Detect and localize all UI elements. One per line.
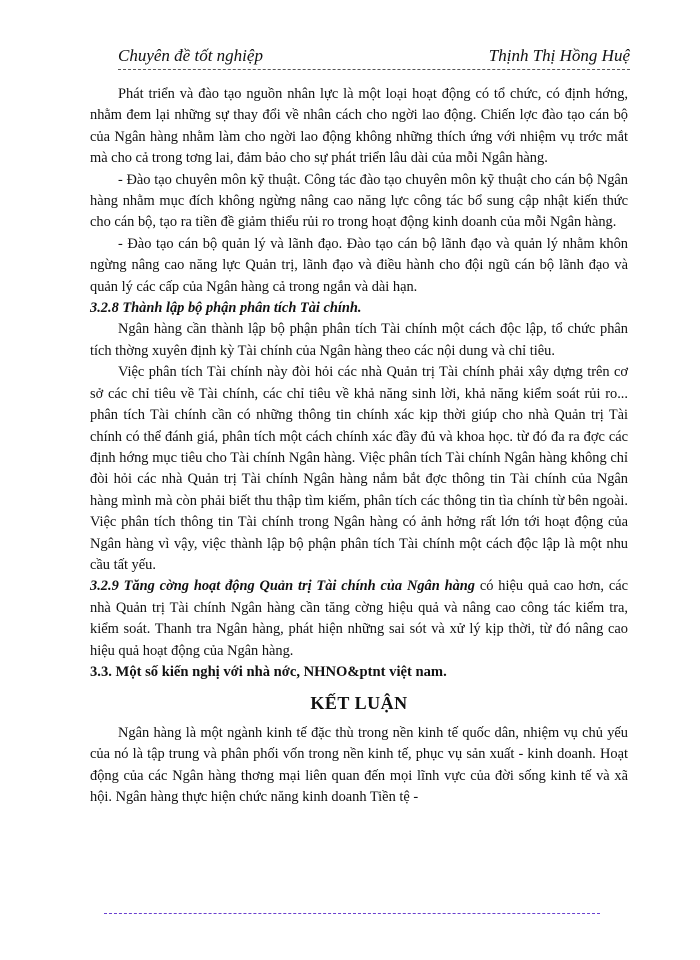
- paragraph-technical-training: - Đào tạo chuyên môn kỹ thuật. Công tác đào tạo chuyên môn kỹ thuật cho cán bộ Ngân hàng nhằm mục đích không ngừng nâng cao năng lực công tác bổ sung cập nhật kiến thức cho cán bộ, tạo ra tiền đề giảm thiểu rủi ro trong hoạt động kinh doanh của mỗi Ngân hàng.: [90, 171, 628, 231]
- page-header: [118, 46, 630, 68]
- paragraph-financial-analysis-unit: Ngân hàng cần thành lập bộ phận phân tích Tài chính một cách độc lập, tổ chức phân tích thờng xuyên định kỳ Tài chính của Ngân hàng theo các nội dung và chỉ tiêu.: [90, 321, 628, 359]
- paragraph-management-training: - Đào tạo cán bộ quản lý và lãnh đạo. Đào tạo cán bộ lãnh đạo và quản lý nhằm khôn ngừng nâng cao năng lực Quản trị, lãnh đạo và điều hành cho đội ngũ cán bộ lãnh đạo và quản lý các cấp của Ngân hàng cả trong ngắn và dài hạn.: [90, 235, 628, 295]
- paragraph-3-2-9-text: có hiệu quả cao hơn, các nhà Quản trị Tài chính Ngân hàng cần tăng cờng hiệu quả và nâng cao công tác kiểm tra, kiểm soát. Thanh tra Ngân hàng, phát hiện những sai sót và xử lý kịp thời, từ đó nâng cao hiệu quả hoạt động của Ngân hàng.: [90, 578, 629, 659]
- conclusion-title: KẾT LUẬN: [310, 693, 408, 714]
- footer-divider: [104, 913, 600, 914]
- header-document-title: Chuyên đề tốt nghiệp: [118, 46, 263, 65]
- paragraph-3-2-9: [90, 576, 628, 662]
- section-heading-3-3: 3.3. Một số kiến nghị với nhà nớc, NHNO&ptnt việt nam.: [90, 663, 447, 680]
- section-heading-3-2-9: 3.2.9 Tăng cờng hoạt động Quản trị Tài chính của Ngân hàng: [90, 578, 476, 595]
- section-heading-3-2-8: 3.2.8 Thành lập bộ phận phân tích Tài chính.: [90, 300, 362, 317]
- header-divider: [118, 69, 630, 70]
- paragraph-conclusion: Ngân hàng là một ngành kinh tế đặc thù trong nền kinh tế quốc dân, nhiệm vụ chủ yếu của nó là tập trung và phân phối vốn trong nền kinh tế, phục vụ sản xuất - kinh doanh. Hoạt động của các Ngân hàng thơng mại liên quan đến mọi lĩnh vực của đời sống kinh tế và xã hội. Ngân hàng thực hiện chức năng kinh doanh Tiền tệ -: [90, 724, 628, 805]
- header-author-name: Thịnh Thị Hồng Huệ: [488, 46, 630, 65]
- document-body: [90, 84, 628, 808]
- paragraph-training-intro: Phát triển và đào tạo nguồn nhân lực là một loại hoạt động có tổ chức, có định hớng, nhằm đem lại những sự thay đổi về nhân cách cho ngời lao động. Chiến lợc đào tạo cán bộ của Ngân hàng nhằm làm cho ngời lao động không những thích ứng với nhiệm vụ trớc mắt mà cho cả trong tơng lai, đảm bảo cho sự phát triển lâu dài của mỗi Ngân hàng.: [90, 86, 628, 167]
- paragraph-financial-analysis-detail: Việc phân tích Tài chính này đòi hỏi các nhà Quản trị Tài chính phải xây dựng trên cơ sở các chỉ tiêu về Tài chính, các chỉ tiêu về khả năng sinh lời, khả năng kiểm soát rủi ro... phân tích Tài chính cần có những thông tin chính xác kịp thời giúp cho nhà Quản trị Tài chính có thể đánh giá, phân tích một cách chính xác đầy đủ và khoa học. từ đó đa ra đợc các định hớng mục tiêu cho Tài chính Ngân hàng. Việc phân tích Tài chính Ngân hàng không chỉ đòi hỏi các nhà Quản trị Tài chính Ngân hàng nắm bắt đợc thông tin Tài chính của Ngân hàng mình mà còn phải biết thu thập tìm kiếm, phân tích các thông tin tìa chính từ bên ngoài. Việc phân tích thông tin Tài chính trong Ngân hàng có ảnh hởng rất lớn tới hoạt động của Ngân hàng vì vậy, việc thành lập bộ phận phân tích Tài chính một cách độc lập là một nhu cầu tất yếu.: [90, 364, 628, 573]
